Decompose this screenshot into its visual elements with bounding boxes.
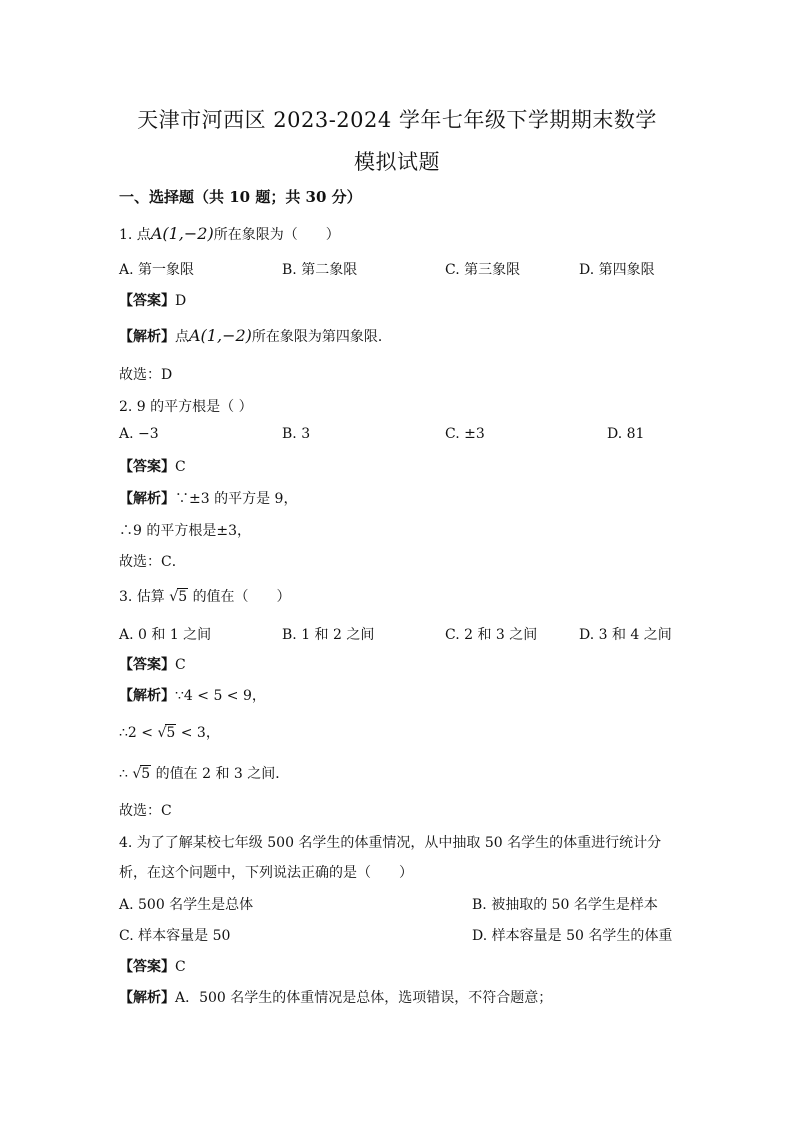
question-3-option-b: B. 1 和 2 之间	[282, 627, 375, 643]
question-4-stem-line1: 4. 为了了解某校七年级 500 名学生的体重情况，从中抽取 50 名学生的体重进行统计分	[119, 835, 662, 851]
therefore-symbol: ∴	[119, 766, 128, 782]
answer-label: 【答案】	[119, 293, 175, 309]
analysis-prefix: 点	[175, 329, 189, 345]
question-3-stem-suffix: 的值在（ ）	[192, 589, 291, 605]
section-heading: 一、选择题（共 10 题；共 30 分）	[119, 188, 362, 206]
question-4-option-b: B. 被抽取的 50 名学生是样本	[472, 897, 658, 913]
sqrt-symbol: √5	[169, 589, 188, 605]
question-2-answer	[119, 456, 186, 476]
answer-value: C	[175, 459, 186, 475]
question-1-stem-suffix: 所在象限为（ ）	[213, 227, 340, 243]
analysis-text: A．500 名学生的体重情况是总体，选项错误，不符合题意；	[175, 990, 553, 1006]
question-4-option-a: A. 500 名学生是总体	[119, 897, 254, 913]
document-title-line2: 模拟试题	[354, 150, 440, 174]
question-3-stem	[119, 586, 291, 606]
question-3-analysis-line3	[119, 763, 289, 783]
question-2-option-a: A. −3	[119, 426, 159, 442]
question-2-option-d: D. 81	[607, 426, 645, 442]
analysis-label: 【解析】	[119, 491, 175, 507]
question-2-option-c: C. ±3	[445, 426, 485, 442]
answer-value: C	[175, 959, 186, 975]
question-1-choose: 故选：D	[119, 367, 173, 383]
answer-value: D	[175, 293, 187, 309]
sqrt-symbol: √5	[157, 725, 176, 741]
question-1-option-d: D. 第四象限	[579, 262, 655, 278]
question-1-option-c: C. 第三象限	[445, 262, 521, 278]
question-1-point: A(1,−2)	[150, 224, 214, 243]
question-1-option-b: B. 第二象限	[282, 262, 358, 278]
question-4-answer	[119, 956, 186, 976]
question-3-answer	[119, 654, 186, 674]
question-4-option-d: D. 样本容量是 50 名学生的体重	[472, 928, 673, 944]
sqrt-radicand: 5	[178, 589, 188, 605]
question-3-analysis-line2	[119, 722, 220, 742]
question-2-analysis	[119, 488, 297, 508]
question-1-stem	[119, 224, 340, 244]
analysis-text: ∵±3 的平方是 9，	[175, 491, 298, 507]
question-1-stem-prefix: 1. 点	[119, 227, 151, 243]
inequality-suffix: < 3，	[180, 725, 220, 741]
answer-label: 【答案】	[119, 657, 175, 673]
conclusion-text: 的值在 2 和 3 之间．	[155, 766, 290, 782]
question-3-option-c: C. 2 和 3 之间	[445, 627, 538, 643]
question-3-option-a: A. 0 和 1 之间	[119, 627, 212, 643]
inequality-prefix: ∴2 <	[119, 725, 153, 741]
analysis-label: 【解析】	[119, 688, 175, 704]
analysis-point: A(1,−2)	[189, 326, 252, 345]
question-3-option-d: D. 3 和 4 之间	[579, 627, 672, 643]
answer-label: 【答案】	[119, 459, 175, 475]
answer-value: C	[175, 657, 186, 673]
question-1-option-a: A. 第一象限	[119, 262, 195, 278]
question-1-analysis	[119, 326, 392, 346]
analysis-text: ∵4 < 5 < 9，	[175, 688, 266, 704]
question-3-choose: 故选：C	[119, 803, 172, 819]
question-2-choose: 故选：C．	[119, 554, 186, 570]
analysis-label: 【解析】	[119, 990, 175, 1006]
question-2-stem: 2. 9 的平方根是（ ）	[119, 399, 253, 415]
question-4-option-c: C. 样本容量是 50	[119, 928, 231, 944]
analysis-label: 【解析】	[119, 329, 175, 345]
question-3-stem-prefix: 3. 估算	[119, 589, 165, 605]
question-1-answer	[119, 290, 186, 310]
sqrt-symbol: √5	[132, 766, 151, 782]
question-2-option-b: B. 3	[282, 426, 311, 442]
question-3-analysis	[119, 685, 266, 705]
question-4-analysis	[119, 987, 552, 1007]
question-4-stem-line2: 析，在这个问题中，下列说法正确的是（ ）	[119, 865, 413, 881]
answer-label: 【答案】	[119, 959, 175, 975]
sqrt-radicand: 5	[166, 725, 176, 741]
analysis-suffix: 所在象限为第四象限．	[251, 329, 392, 345]
document-title-line1: 天津市河西区 2023-2024 学年七年级下学期期末数学	[137, 108, 657, 132]
question-2-analysis-line2: ∴9 的平方根是±3，	[119, 523, 251, 539]
sqrt-radicand: 5	[141, 766, 151, 782]
